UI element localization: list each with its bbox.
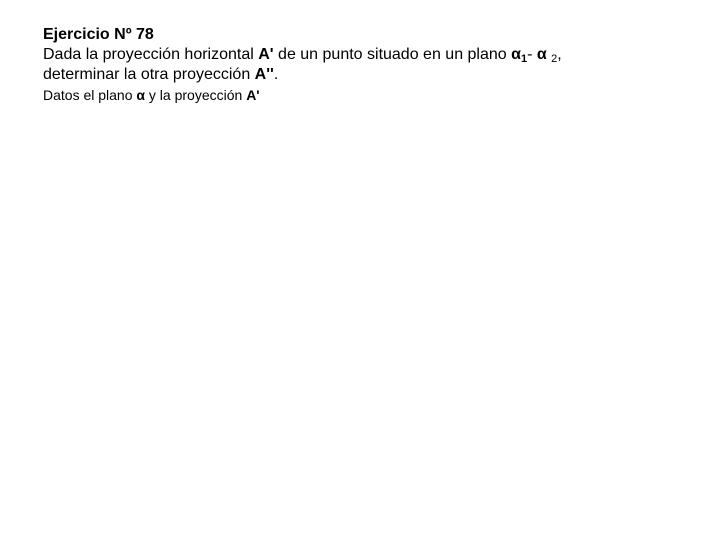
statement-text: Dada la proyección horizontal (43, 46, 259, 63)
period: . (273, 66, 279, 83)
alpha-symbol: α (536, 46, 547, 63)
exercise-statement-line-1 (43, 45, 703, 65)
alpha-subscript-1: 1 (520, 53, 528, 65)
statement-text: determinar la otra proyección (43, 66, 255, 83)
statement-text: de un punto situado en un plano (273, 46, 512, 63)
exercise-text-block (43, 25, 703, 104)
dash-separator: - (527, 46, 537, 63)
alpha-symbol: α (136, 87, 146, 103)
exercise-title: Ejercicio Nº 78 (43, 26, 154, 43)
exercise-data-line (43, 86, 703, 104)
point-a-prime: A' (246, 87, 260, 103)
data-text: Datos el plano (43, 87, 137, 103)
comma: , (557, 46, 562, 63)
point-a-prime: A' (258, 46, 274, 63)
data-text: y la proyección (145, 87, 247, 103)
alpha-subscript-2: 2 (551, 53, 558, 65)
point-a-double-prime: A'' (254, 66, 274, 83)
alpha-symbol: α (511, 46, 521, 63)
exercise-statement-line-2 (43, 65, 703, 85)
